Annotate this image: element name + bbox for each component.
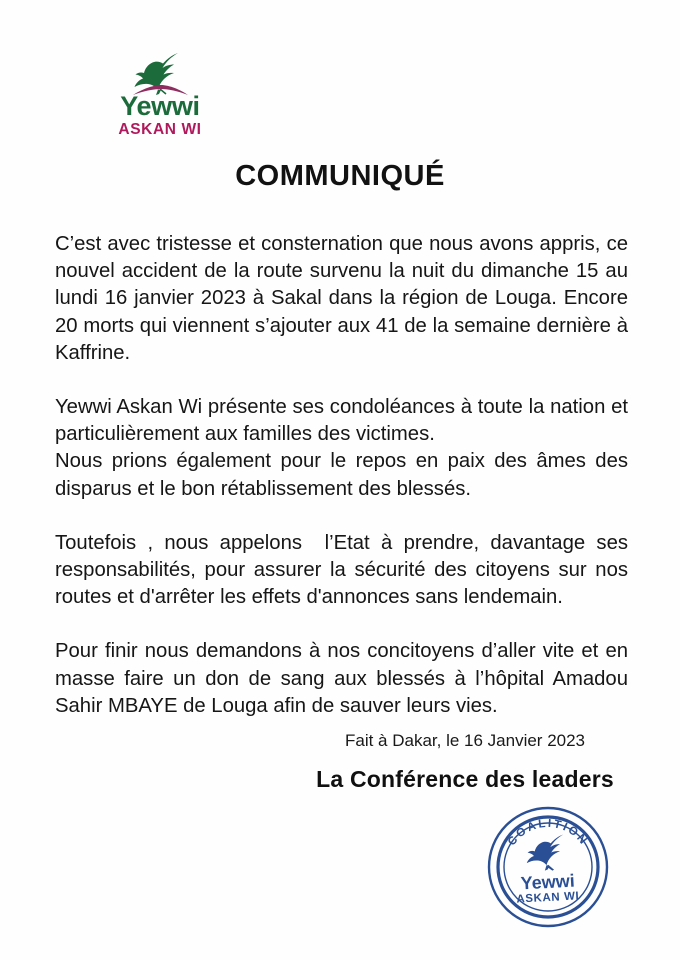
paragraph-state-appeal: Toutefois , nous appelons l’Etat à prendre, davantage ses responsabilités, pour assurer la sécurité des citoyens sur nos routes et d'arrêter les effets d'annonces sans lendemain. [55,531,634,609]
paragraph-condolence-intro: C’est avec tristesse et consternation que nous avons appris, ce nouvel accident de la route survenu la nuit du dimanche 15 au lundi 16 janvier 2023 à Sakal dans la région de Louga. Encore 20 morts qui viennent s’ajouter aux 41 de la semaine dernière à Kaffrine. [55,233,634,364]
page-title: COMMUNIQUÉ [235,160,445,192]
dove-icon [527,835,564,871]
paragraph-blood-donation: Pour finir nous demandons à nos concitoyens d’aller vite et en masse faire un don de sang aux blessés à l’hôpital Amadou Sahir MBAYE de Louga afin de sauver leurs vies. [55,640,634,717]
organisation-logo [100,50,220,138]
signatory-name: La Conférence des leaders [316,766,614,792]
signature-block [300,730,630,793]
paragraph-prayers: Nous prions également pour le repos en paix des âmes des disparus et le bon rétablissement des blessés. [55,450,634,500]
seal-wordmark: Yewwi [520,870,576,894]
logo-subtitle: ASKAN WI [118,121,202,138]
official-seal-stamp [487,806,609,928]
document-body [55,231,634,720]
seal-arc-text: COALITION [505,817,591,849]
seal-subtitle: ASKAN WI [516,890,580,906]
logo-wordmark: Yewwi [120,91,200,121]
dove-icon [129,50,191,96]
paragraph-condolences: Yewwi Askan Wi présente ses condoléances à toute la nation et particulièrement aux familles des victimes. [55,396,634,446]
signature-place-date: Fait à Dakar, le 16 Janvier 2023 [344,731,586,750]
seal-graphic [487,806,609,928]
